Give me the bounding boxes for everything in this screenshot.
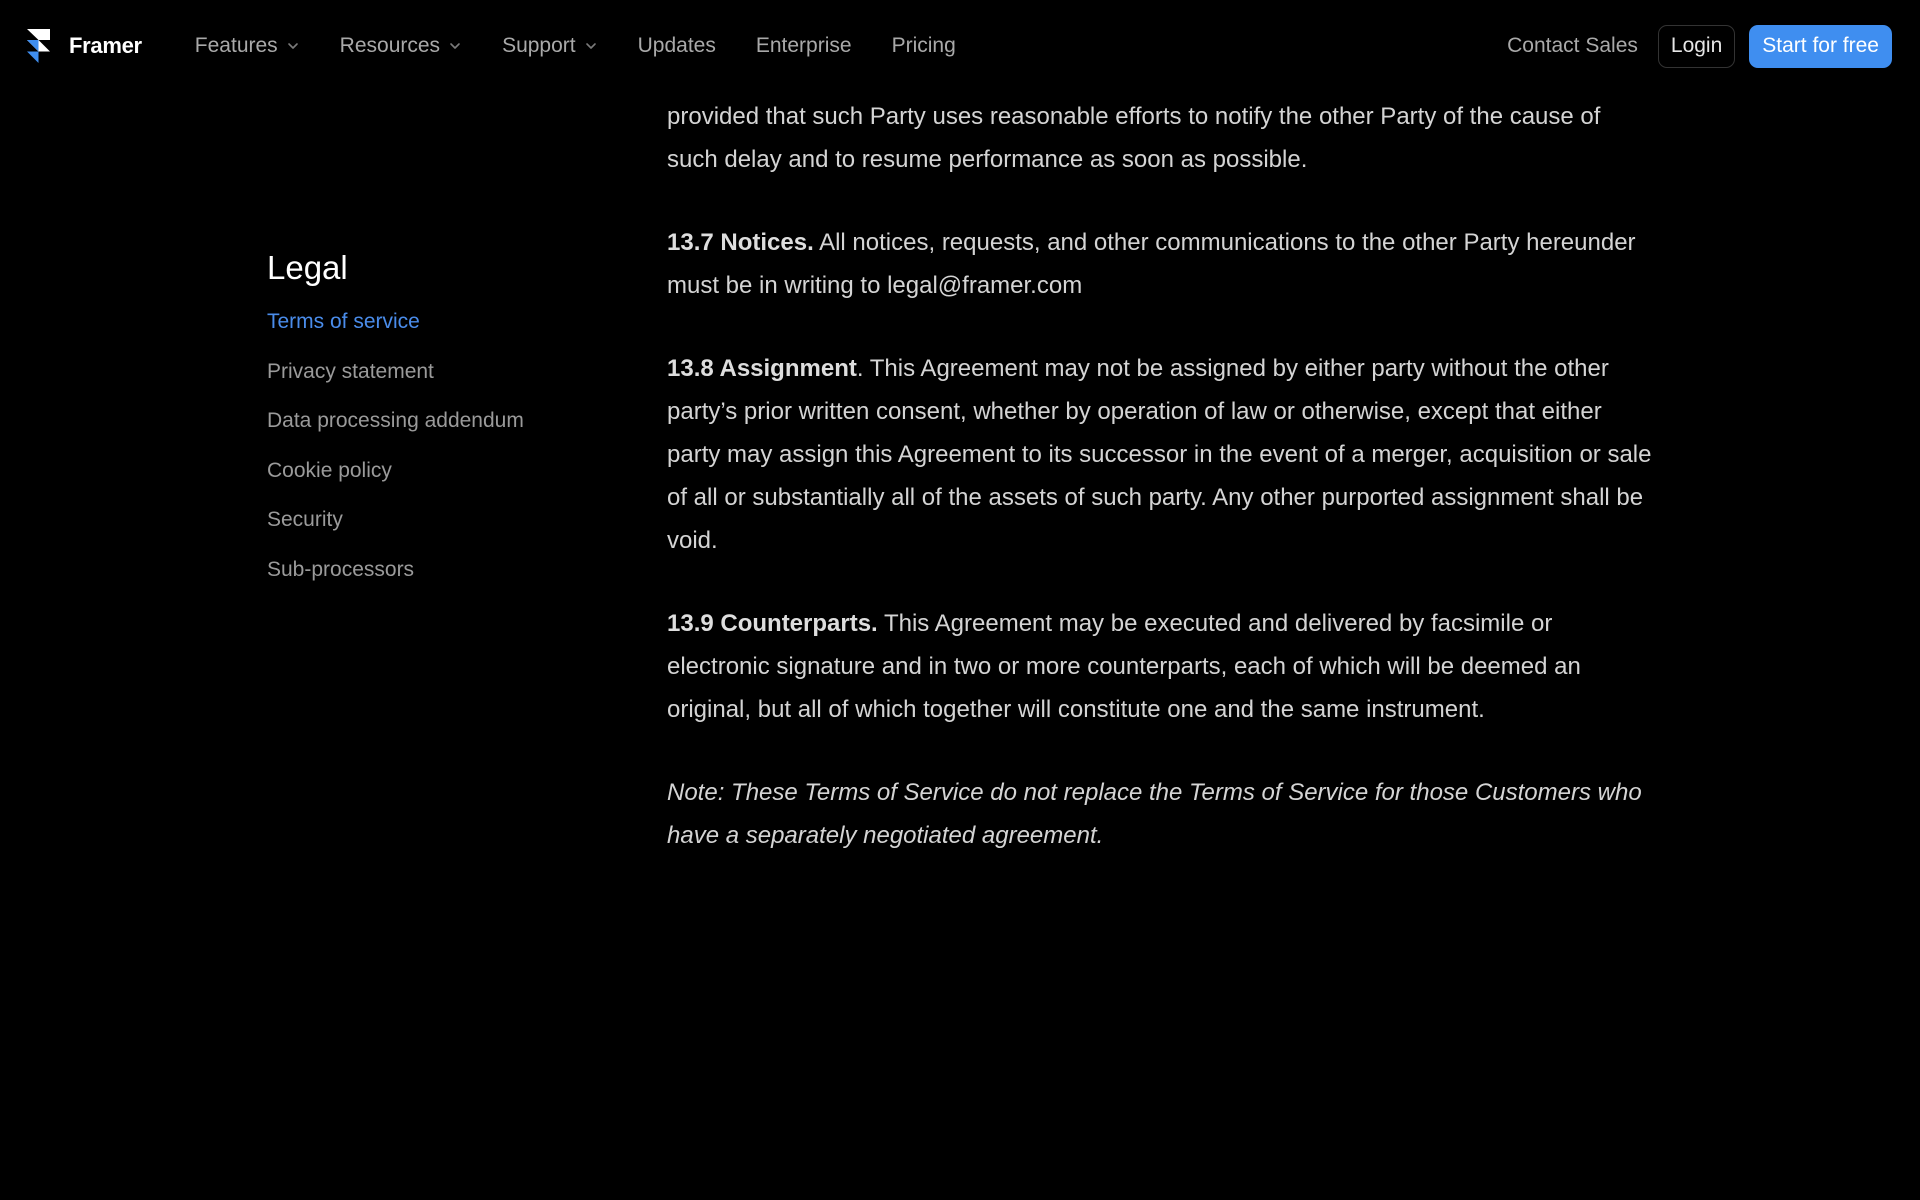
nav-support-label: Support: [502, 34, 576, 57]
sidebar-item-privacy-statement[interactable]: Privacy statement: [267, 359, 434, 383]
nav-links: [195, 34, 956, 58]
assignment-heading: 13.8 Assignment: [667, 355, 857, 382]
paragraph-force-majeure-tail: provided that such Party uses reasonable efforts to notify the other Party of the cause of such delay and to resume performance as soon as possible.: [667, 103, 1601, 173]
counterparts-body: This Agreement may be executed and delivered by facsimile or electronic signature and in two or more counterparts, each of which will be deemed an original, but all of which together will constitute one and the same instrument.: [667, 610, 1581, 723]
nav-enterprise[interactable]: [756, 34, 852, 58]
terms-content: [667, 95, 1657, 897]
sidebar-item-data-processing-addendum[interactable]: Data processing addendum: [267, 409, 524, 433]
nav-resources[interactable]: [340, 34, 462, 58]
chevron-down-icon: [448, 39, 462, 53]
nav-updates-label: Updates: [637, 34, 716, 57]
start-for-free-button[interactable]: Start for free: [1749, 25, 1892, 68]
paragraph-notices: [667, 221, 1657, 307]
notices-heading: 13.7 Notices.: [667, 229, 814, 256]
sidebar-item-terms-of-service[interactable]: Terms of service: [267, 310, 420, 334]
legal-sidebar: [267, 250, 597, 605]
brand-name: Framer: [69, 33, 142, 58]
nav-updates[interactable]: [638, 34, 716, 58]
framer-logo-icon: [26, 28, 51, 64]
sidebar-item-sub-processors[interactable]: Sub-processors: [267, 557, 415, 581]
nav-support[interactable]: [502, 34, 598, 58]
paragraph-counterparts: [667, 602, 1657, 731]
chevron-down-icon: [286, 39, 300, 53]
nav-resources-label: Resources: [339, 34, 441, 57]
counterparts-heading: 13.9 Counterparts.: [667, 610, 878, 637]
paragraph-note: Note: These Terms of Service do not replace the Terms of Service for those Customers who have a separately negotiated agreement.: [667, 779, 1642, 849]
paragraph-assignment: [667, 347, 1657, 562]
nav-pricing-label: Pricing: [891, 34, 956, 57]
assignment-body: . This Agreement may not be assigned by either party without the other party’s prior written consent, whether by operation of law or otherwise, except that either party may assign this Agreement to its successor in the event of a merger, acquisition or sale of all or substantially all of the assets of such party. Any other purported assignment shall be void.: [667, 355, 1652, 554]
sidebar-item-cookie-policy[interactable]: Cookie policy: [267, 458, 392, 482]
nav-pricing[interactable]: [892, 34, 956, 58]
top-nav: [0, 0, 1920, 92]
sidebar-title: Legal: [267, 249, 348, 286]
nav-enterprise-label: Enterprise: [755, 34, 852, 57]
nav-features[interactable]: [195, 34, 300, 58]
nav-actions: [1507, 25, 1892, 68]
brand-link[interactable]: [26, 28, 142, 64]
sidebar-item-security[interactable]: Security: [267, 508, 343, 532]
notices-body: All notices, requests, and other communications to the other Party hereunder must be in writing to legal@framer.com: [667, 229, 1636, 299]
chevron-down-icon: [584, 39, 598, 53]
contact-sales-link[interactable]: Contact Sales: [1507, 34, 1638, 57]
nav-features-label: Features: [194, 34, 278, 57]
login-button[interactable]: Login: [1658, 25, 1735, 68]
